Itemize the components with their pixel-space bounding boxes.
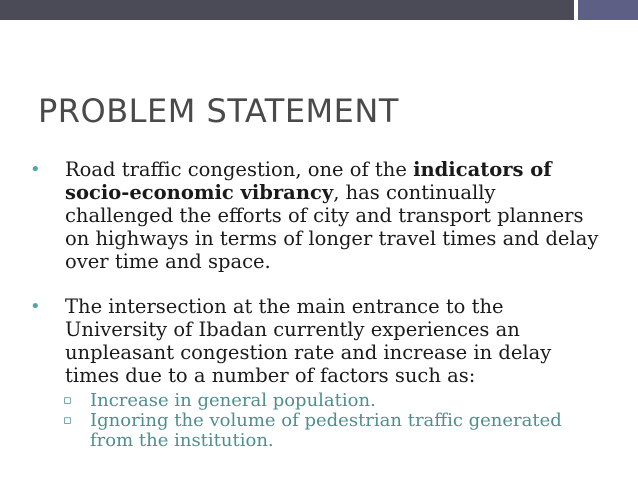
slide-top-bar (0, 0, 638, 20)
sub-item-text: Increase in general population. (90, 390, 376, 411)
bullet-item (30, 295, 600, 387)
slide-content (30, 158, 600, 451)
sub-item (30, 391, 600, 411)
slide-title: PROBLEM STATEMENT (38, 92, 399, 130)
bullet-text-bold: indicators of socio-economic vibrancy (65, 158, 552, 204)
sub-item (30, 411, 600, 451)
top-bar-accent (578, 0, 638, 20)
bullet-text: The intersection at the main entrance to the University of Ibadan currently experiences an unpleasant congestion rate and increase in delay times due to a number of factors such as: (65, 295, 552, 387)
sub-item-text: Ignoring the volume of pedestrian traffic generated from the institution. (90, 410, 562, 451)
bullet-dot-icon: • (30, 159, 41, 180)
bullet-text-after: , has continually challenged the efforts of city and transport planners on highways in terms of longer travel times and delay over time and space. (65, 181, 599, 273)
bullet-text-before: Road traffic congestion, one of the (65, 158, 414, 181)
sub-bullet-icon: ▫ (63, 393, 72, 408)
sub-bullet-icon: ▫ (63, 413, 72, 428)
bullet-dot-icon: • (30, 296, 41, 317)
bullet-item (30, 158, 600, 273)
